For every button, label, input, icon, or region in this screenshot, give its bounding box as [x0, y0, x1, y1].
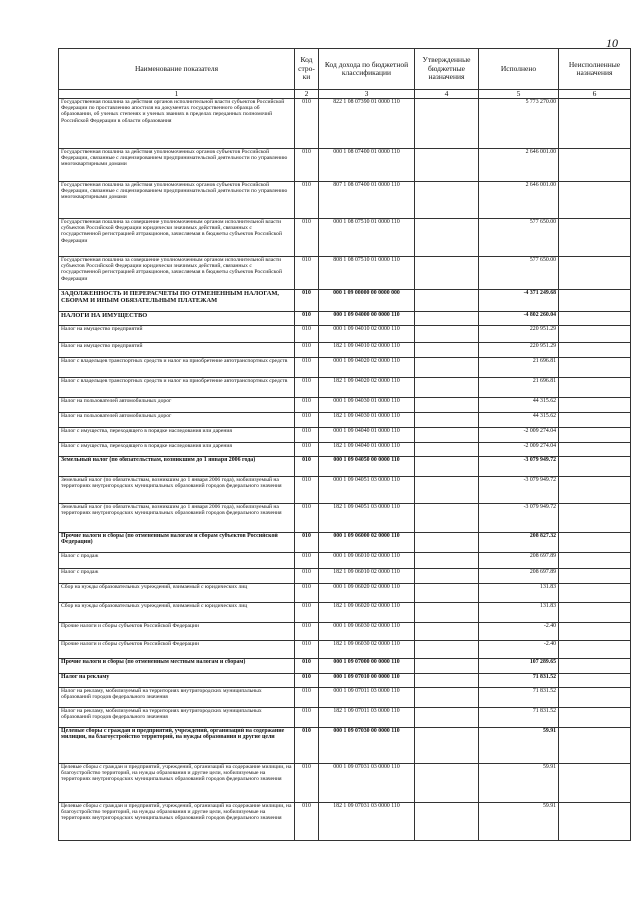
income-code: 182 1 09 04040 01 0000 110 [319, 443, 415, 457]
indicator-name: Налог с имущества, переходящего в порядке наследования или дарения [59, 443, 295, 457]
indicator-name: Налог на пользователей автомобильных дорог [59, 398, 295, 413]
executed-value: 131.83 [479, 584, 559, 603]
row-code: 010 [295, 343, 319, 358]
table-row [59, 182, 631, 219]
row-code: 010 [295, 659, 319, 674]
income-code: 000 1 09 04030 01 0000 110 [319, 398, 415, 413]
indicator-name: Государственная пошлина за совершение уполномоченным органом исполнительной власти субъектов Российской Федерации юридически значимых действий, связанных с государственной регистрацией аттракционов, зачисляемая в бюджеты субъектов Российской Федерации [59, 257, 295, 290]
unexecuted-value [559, 584, 631, 603]
income-code: 000 1 09 06010 02 0000 110 [319, 553, 415, 569]
income-code: 182 1 09 06030 02 0000 110 [319, 641, 415, 659]
table-row [59, 257, 631, 290]
unexecuted-value [559, 623, 631, 641]
income-code: 182 1 09 04010 02 0000 110 [319, 343, 415, 358]
unexecuted-value [559, 504, 631, 533]
unexecuted-value [559, 290, 631, 312]
table-row [59, 312, 631, 326]
approved-value [415, 358, 479, 378]
unexecuted-value [559, 803, 631, 841]
unexecuted-value [559, 457, 631, 477]
income-code: 182 1 09 04030 01 0000 110 [319, 413, 415, 428]
approved-value [415, 182, 479, 219]
column-number: 1 [59, 90, 295, 99]
executed-value: -4 802 260.04 [479, 312, 559, 326]
executed-value: -3 079 949.72 [479, 477, 559, 504]
income-code: 000 1 09 07030 00 0000 110 [319, 728, 415, 764]
indicator-name: Прочие налоги и сборы субъектов Российской Федерации [59, 641, 295, 659]
indicator-name: Налог на имущество предприятий [59, 343, 295, 358]
indicator-name: Сбор на нужды образовательных учреждений, взимаемый с юридических лиц [59, 603, 295, 623]
table-row [59, 326, 631, 343]
approved-value [415, 603, 479, 623]
table-row [59, 358, 631, 378]
column-numbers-row [59, 90, 631, 99]
income-code: 000 1 09 04000 00 0000 110 [319, 312, 415, 326]
approved-value [415, 457, 479, 477]
row-code: 010 [295, 457, 319, 477]
income-code: 182 1 09 07031 03 0000 110 [319, 803, 415, 841]
approved-value [415, 641, 479, 659]
unexecuted-value [559, 708, 631, 728]
table-row [59, 688, 631, 708]
row-code: 010 [295, 641, 319, 659]
indicator-name: Земельный налог (по обязательствам, возникшим до 1 января 2006 года), мобилизуемый на территориях внутригородских муниципальных образований городов федерального значения [59, 504, 295, 533]
table-row [59, 603, 631, 623]
approved-value [415, 290, 479, 312]
indicator-name: Прочие налоги и сборы субъектов Российской Федерации [59, 623, 295, 641]
income-code: 182 1 09 04051 03 0000 110 [319, 504, 415, 533]
executed-value: 44 315.62 [479, 413, 559, 428]
approved-value [415, 413, 479, 428]
approved-value [415, 674, 479, 688]
header-name: Наименование показателя [59, 49, 295, 90]
row-code: 010 [295, 326, 319, 343]
row-code: 010 [295, 443, 319, 457]
executed-value: 220 951.29 [479, 326, 559, 343]
executed-value: -2 009 274.04 [479, 428, 559, 443]
row-code: 010 [295, 603, 319, 623]
executed-value: 21 696.81 [479, 378, 559, 398]
unexecuted-value [559, 569, 631, 584]
indicator-name: Налог на пользователей автомобильных дорог [59, 413, 295, 428]
row-code: 010 [295, 413, 319, 428]
table-row [59, 457, 631, 477]
row-code: 010 [295, 569, 319, 584]
executed-value: -2 009 274.04 [479, 443, 559, 457]
indicator-name: Налог с продаж [59, 569, 295, 584]
approved-value [415, 312, 479, 326]
indicator-name: Целевые сборы с граждан и предприятий, учреждений, организаций на содержание милиции, на благоустройство территорий, на нужды образования и другие цели, мобилизуемые на территориях внутригородских муниципальных образований городов федерального значения [59, 764, 295, 803]
approved-value [415, 764, 479, 803]
row-code: 010 [295, 149, 319, 182]
row-code: 010 [295, 803, 319, 841]
row-code: 010 [295, 312, 319, 326]
executed-value: 44 315.62 [479, 398, 559, 413]
table-row [59, 659, 631, 674]
unexecuted-value [559, 641, 631, 659]
unexecuted-value [559, 378, 631, 398]
income-code: 000 1 09 06020 02 0000 110 [319, 584, 415, 603]
row-code: 010 [295, 728, 319, 764]
unexecuted-value [559, 553, 631, 569]
approved-value [415, 688, 479, 708]
indicator-name: Целевые сборы с граждан и предприятий, учреждений, организаций на содержание милиции, на благоустройство территорий, на нужды образования и другие цели, мобилизуемые на территориях внутригородских муниципальных образований городов федерального значения [59, 803, 295, 841]
unexecuted-value [559, 219, 631, 257]
income-code: 182 1 09 07011 03 0000 110 [319, 708, 415, 728]
income-code: 822 1 08 07390 01 0000 110 [319, 99, 415, 149]
row-code: 010 [295, 584, 319, 603]
unexecuted-value [559, 358, 631, 378]
row-code: 010 [295, 378, 319, 398]
indicator-name: Прочие налоги и сборы (по отмененным местным налогам и сборам) [59, 659, 295, 674]
executed-value: 577 650.00 [479, 257, 559, 290]
income-code: 000 1 09 04010 02 0000 110 [319, 326, 415, 343]
table-row [59, 504, 631, 533]
executed-value: 71 831.52 [479, 708, 559, 728]
column-number: 6 [559, 90, 631, 99]
executed-value: -3 079 949.72 [479, 457, 559, 477]
approved-value [415, 708, 479, 728]
executed-value: -2.40 [479, 623, 559, 641]
unexecuted-value [559, 99, 631, 149]
table-row [59, 343, 631, 358]
indicator-name: НАЛОГИ НА ИМУЩЕСТВО [59, 312, 295, 326]
unexecuted-value [559, 659, 631, 674]
page-number: 10 [606, 36, 618, 50]
income-code: 000 1 09 04050 00 0000 110 [319, 457, 415, 477]
approved-value [415, 443, 479, 457]
executed-value: 107 289.65 [479, 659, 559, 674]
indicator-name: Налог с имущества, переходящего в порядке наследования или дарения [59, 428, 295, 443]
approved-value [415, 584, 479, 603]
indicator-name: Государственная пошлина за действия органов исполнительной власти субъектов Российской Федерации по проставлению апостиля на документах государственного образца об образовании, об ученых степенях и ученых званиях в пределах переданных полномочий Российской Федерации в области образования [59, 99, 295, 149]
income-report-table [58, 48, 631, 841]
indicator-name: Сбор на нужды образовательных учреждений, взимаемый с юридических лиц [59, 584, 295, 603]
income-code: 000 1 09 07011 03 0000 110 [319, 688, 415, 708]
unexecuted-value [559, 477, 631, 504]
table-row [59, 584, 631, 603]
indicator-name: Прочие налоги и сборы (по отмененным налогам и сборам субъектов Российской Федерации) [59, 533, 295, 553]
unexecuted-value [559, 428, 631, 443]
unexecuted-value [559, 764, 631, 803]
row-code: 010 [295, 182, 319, 219]
approved-value [415, 477, 479, 504]
unexecuted-value [559, 413, 631, 428]
indicator-name: Налог с продаж [59, 553, 295, 569]
column-number: 4 [415, 90, 479, 99]
unexecuted-value [559, 443, 631, 457]
unexecuted-value [559, 603, 631, 623]
executed-value: -2.40 [479, 641, 559, 659]
approved-value [415, 428, 479, 443]
indicator-name: Земельный налог (по обязательствам, возникшим до 1 января 2006 года) [59, 457, 295, 477]
unexecuted-value [559, 533, 631, 553]
indicator-name: Налог на рекламу, мобилизуемый на территориях внутригородских муниципальных образований городов федерального значения [59, 708, 295, 728]
executed-value: 2 646 001.00 [479, 149, 559, 182]
header-executed: Исполнено [479, 49, 559, 90]
row-code: 010 [295, 708, 319, 728]
unexecuted-value [559, 257, 631, 290]
row-code: 010 [295, 257, 319, 290]
table-row [59, 443, 631, 457]
approved-value [415, 343, 479, 358]
table-row [59, 378, 631, 398]
table-row [59, 803, 631, 841]
unexecuted-value [559, 312, 631, 326]
row-code: 010 [295, 504, 319, 533]
table-row [59, 764, 631, 803]
executed-value: 21 696.81 [479, 358, 559, 378]
approved-value [415, 553, 479, 569]
income-code: 000 1 09 04020 02 0000 110 [319, 358, 415, 378]
approved-value [415, 257, 479, 290]
indicator-name: Государственная пошлина за совершение уполномоченным органом исполнительной власти субъектов Российской Федерации юридически значимых действий, связанных с государственной регистрацией аттракционов, зачисляемая в бюджеты субъектов Российской Федерации [59, 219, 295, 257]
table-row [59, 413, 631, 428]
executed-value: 2 646 001.00 [479, 182, 559, 219]
approved-value [415, 99, 479, 149]
row-code: 010 [295, 99, 319, 149]
column-number: 2 [295, 90, 319, 99]
header-row [59, 49, 631, 90]
column-number: 5 [479, 90, 559, 99]
row-code: 010 [295, 428, 319, 443]
row-code: 010 [295, 219, 319, 257]
table-row [59, 428, 631, 443]
table-row [59, 149, 631, 182]
executed-value: 59.91 [479, 803, 559, 841]
approved-value [415, 149, 479, 182]
income-code: 000 1 09 04051 03 0000 110 [319, 477, 415, 504]
indicator-name: ЗАДОЛЖЕННОСТЬ И ПЕРЕРАСЧЕТЫ ПО ОТМЕНЕННЫМ НАЛОГАМ, СБОРАМ И ИНЫМ ОБЯЗАТЕЛЬНЫМ ПЛАТЕЖАМ [59, 290, 295, 312]
income-code: 000 1 08 07510 01 0000 110 [319, 219, 415, 257]
income-code: 000 1 08 07400 01 0000 110 [319, 149, 415, 182]
approved-value [415, 623, 479, 641]
executed-value: 208 697.89 [479, 553, 559, 569]
executed-value: -3 079 949.72 [479, 504, 559, 533]
column-number: 3 [319, 90, 415, 99]
row-code: 010 [295, 674, 319, 688]
unexecuted-value [559, 674, 631, 688]
indicator-name: Государственная пошлина за действия уполномоченных органов субъектов Российской Федерации, связанные с лицензированием предпринимательской деятельности по управлению многоквартирными домами [59, 182, 295, 219]
approved-value [415, 398, 479, 413]
income-code: 808 1 08 07510 01 0000 110 [319, 257, 415, 290]
row-code: 010 [295, 764, 319, 803]
table-row [59, 290, 631, 312]
unexecuted-value [559, 149, 631, 182]
unexecuted-value [559, 326, 631, 343]
approved-value [415, 504, 479, 533]
unexecuted-value [559, 688, 631, 708]
table-row [59, 398, 631, 413]
indicator-name: Налог на рекламу, мобилизуемый на территориях внутригородских муниципальных образований городов федерального значения [59, 688, 295, 708]
approved-value [415, 378, 479, 398]
executed-value: 71 831.52 [479, 674, 559, 688]
approved-value [415, 533, 479, 553]
approved-value [415, 569, 479, 584]
executed-value: 577 650.00 [479, 219, 559, 257]
approved-value [415, 326, 479, 343]
row-code: 010 [295, 553, 319, 569]
executed-value: 131.83 [479, 603, 559, 623]
income-code: 000 1 09 07031 03 0000 110 [319, 764, 415, 803]
indicator-name: Земельный налог (по обязательствам, возникшим до 1 января 2006 года), мобилизуемый на территориях внутригородских муниципальных образований городов федерального значения [59, 477, 295, 504]
executed-value: 59.91 [479, 728, 559, 764]
indicator-name: Налог с владельцев транспортных средств и налог на приобретение автотранспортных средств [59, 378, 295, 398]
executed-value: 208 827.32 [479, 533, 559, 553]
indicator-name: Налог с владельцев транспортных средств и налог на приобретение автотранспортных средств [59, 358, 295, 378]
income-code: 000 1 09 07000 00 0000 110 [319, 659, 415, 674]
approved-value [415, 659, 479, 674]
table-row [59, 728, 631, 764]
executed-value: 208 697.89 [479, 569, 559, 584]
unexecuted-value [559, 343, 631, 358]
row-code: 010 [295, 533, 319, 553]
executed-value: 59.91 [479, 764, 559, 803]
row-code: 010 [295, 290, 319, 312]
unexecuted-value [559, 182, 631, 219]
income-code: 000 1 09 00000 00 0000 000 [319, 290, 415, 312]
indicator-name: Налог на имущество предприятий [59, 326, 295, 343]
row-code: 010 [295, 623, 319, 641]
table-row [59, 674, 631, 688]
row-code: 010 [295, 688, 319, 708]
table-row [59, 623, 631, 641]
income-code: 182 1 09 04020 02 0000 110 [319, 378, 415, 398]
income-code: 000 1 09 07010 00 0000 110 [319, 674, 415, 688]
income-code: 182 1 09 06020 02 0000 110 [319, 603, 415, 623]
row-code: 010 [295, 477, 319, 504]
row-code: 010 [295, 398, 319, 413]
header-income-code: Код дохода по бюджетной классификации [319, 49, 415, 90]
income-code: 807 1 08 07400 01 0000 110 [319, 182, 415, 219]
unexecuted-value [559, 728, 631, 764]
table-row [59, 219, 631, 257]
income-code: 000 1 09 06000 02 0000 110 [319, 533, 415, 553]
executed-value: -4 371 249.68 [479, 290, 559, 312]
indicator-name: Государственная пошлина за действия уполномоченных органов субъектов Российской Федерации, связанные с лицензированием предпринимательской деятельности по управлению многоквартирными домами [59, 149, 295, 182]
executed-value: 220 951.29 [479, 343, 559, 358]
approved-value [415, 803, 479, 841]
income-code: 000 1 09 06030 02 0000 110 [319, 623, 415, 641]
indicator-name: Целевые сборы с граждан и предприятий, учреждений, организаций на содержание милиции, на благоустройство территорий, на нужды образования и другие цели [59, 728, 295, 764]
table-row [59, 533, 631, 553]
indicator-name: Налог на рекламу [59, 674, 295, 688]
income-code: 182 1 09 06010 02 0000 110 [319, 569, 415, 584]
table-row [59, 477, 631, 504]
table-row [59, 569, 631, 584]
approved-value [415, 728, 479, 764]
executed-value: 71 831.52 [479, 688, 559, 708]
approved-value [415, 219, 479, 257]
table-row [59, 708, 631, 728]
table-row [59, 99, 631, 149]
table-row [59, 553, 631, 569]
executed-value: 5 773 270.00 [479, 99, 559, 149]
income-code: 000 1 09 04040 01 0000 110 [319, 428, 415, 443]
header-unexecuted: Неисполненные назначения [559, 49, 631, 90]
table-row [59, 641, 631, 659]
row-code: 010 [295, 358, 319, 378]
unexecuted-value [559, 398, 631, 413]
header-approved: Утвержденные бюджетные назначения [415, 49, 479, 90]
header-row-code: Код стро-ки [295, 49, 319, 90]
